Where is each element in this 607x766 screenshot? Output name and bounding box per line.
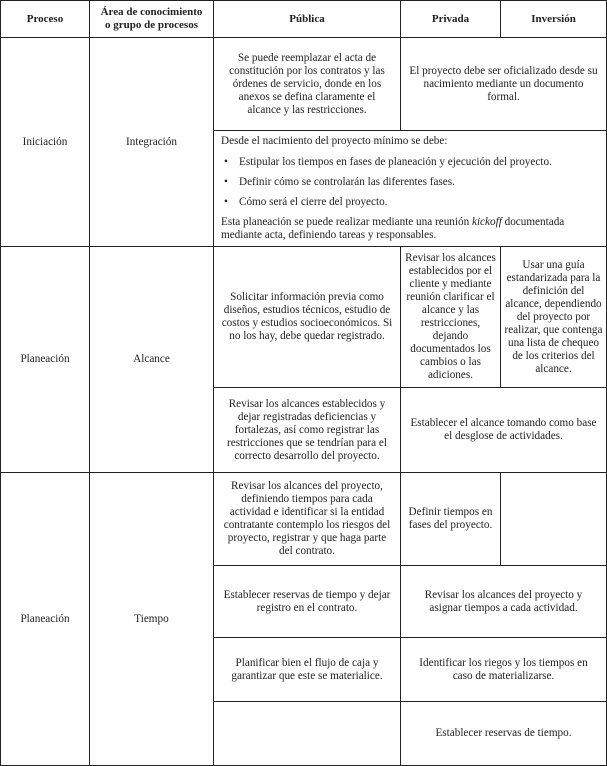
cell-publica: Revisar los alcances del proyecto, definiendo tiempos para cada actividad e identificar si la entidad contratante contemplo los riesgos del proyecto, registrar y que haga parte del contrato. xyxy=(214,473,401,566)
cell-proceso: Planeación xyxy=(1,247,90,473)
cell-privada-inversion: Identificar los riegos y los tiempos en caso de materializarse. xyxy=(401,638,607,702)
header-inversion: Inversión xyxy=(501,1,607,38)
table-row xyxy=(1,247,607,388)
cell-privada-inversion: El proyecto debe ser oficializado desde su nacimiento mediante un documento formal. xyxy=(401,38,607,131)
cell-privada-inversion: Revisar los alcances del proyecto y asignar tiempos a cada actividad. xyxy=(401,566,607,638)
cell-shared xyxy=(214,131,607,247)
cell-publica: Planificar bien el flujo de caja y garantizar que este se materialice. xyxy=(214,638,401,702)
list-item: • Estipular los tiempos en fases de planeación y ejecución del proyecto. xyxy=(221,156,599,169)
bullet-list xyxy=(221,156,599,209)
cell-privada: Revisar los alcances establecidos por el cliente y mediante reunión clarificar el alcance y las restricciones, dejando documentados los cambios o las adiciones. xyxy=(401,247,501,388)
outro-emphasis: kickoff xyxy=(471,216,502,228)
cell-area: Tiempo xyxy=(90,473,214,766)
shared-outro xyxy=(221,216,599,242)
list-item: • Cómo será el cierre del proyecto. xyxy=(221,196,599,209)
table-row xyxy=(1,473,607,566)
header-publica: Pública xyxy=(214,1,401,38)
header-row xyxy=(1,1,607,38)
cell-inversion xyxy=(501,473,607,566)
cell-publica xyxy=(214,702,401,766)
cell-publica: Se puede reemplazar el acta de constitución por los contratos y las órdenes de servicio, donde en los anexos se defina claramente el alcance y las restricciones. xyxy=(214,38,401,131)
cell-privada-inversion: Establecer reservas de tiempo. xyxy=(401,702,607,766)
cell-privada: Definir tiempos en fases del proyecto. xyxy=(401,473,501,566)
cell-proceso: Iniciación xyxy=(1,38,90,247)
cell-proceso: Planeación xyxy=(1,473,90,766)
header-privada: Privada xyxy=(401,1,501,38)
cell-publica: Revisar los alcances establecidos y dejar registradas deficiencias y fortalezas, así como registrar las restricciones que se tendrían para el correcto desarrollo del proyecto. xyxy=(214,388,401,473)
list-item: • Definir cómo se controlarán las diferentes fases. xyxy=(221,176,599,189)
cell-area: Integración xyxy=(90,38,214,247)
cell-publica: Establecer reservas de tiempo y dejar registro en el contrato. xyxy=(214,566,401,638)
header-proceso: Proceso xyxy=(1,1,90,38)
outro-text: Esta planeación se puede realizar mediante una reunión xyxy=(221,216,472,228)
table-row xyxy=(1,38,607,131)
shared-intro: Desde el nacimiento del proyecto mínimo se debe: xyxy=(221,135,448,147)
cell-privada-inversion: Establecer el alcance tomando como base el desglose de actividades. xyxy=(401,388,607,473)
cell-inversion: Usar una guía estandarizada para la definición del alcance, dependiendo del proyecto por realizar, que contenga una lista de chequeo de los criterios del alcance. xyxy=(501,247,607,388)
cell-area: Alcance xyxy=(90,247,214,473)
outro-text: documentada mediante acta, definiendo tareas y responsables. xyxy=(221,216,565,241)
header-area: Área de conocimiento o grupo de procesos xyxy=(90,1,214,38)
cell-publica: Solicitar información previa como diseños, estudios técnicos, estudio de costos y estudios socioeconómicos. Si no los hay, debe quedar registrado. xyxy=(214,247,401,388)
